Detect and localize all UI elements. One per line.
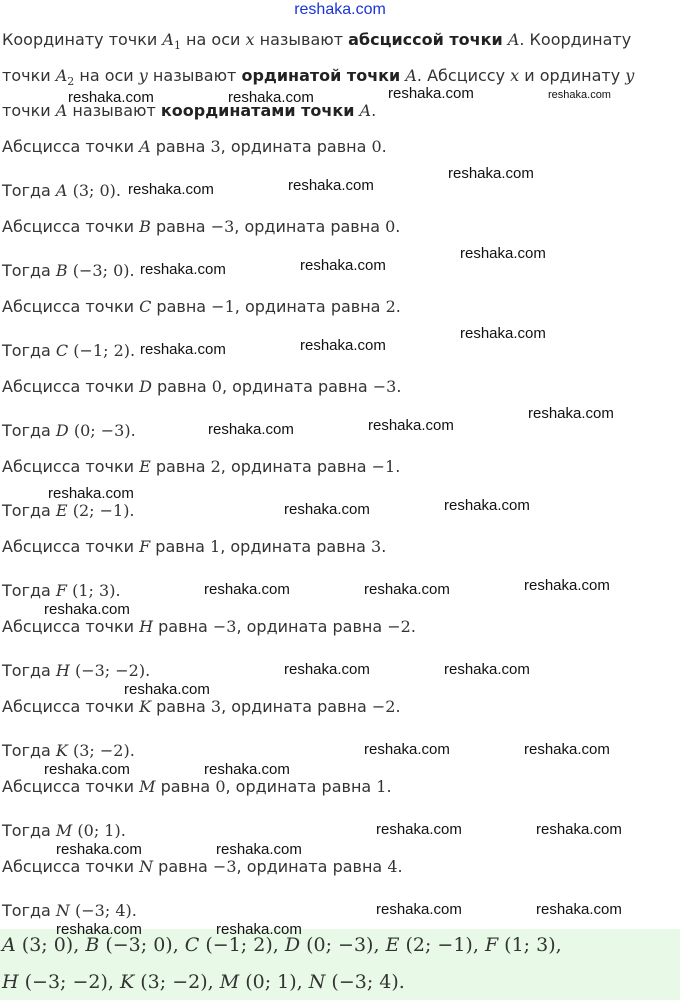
abscissa-line-B: Абсцисса точки B равна −3, ордината равна 0. — [2, 217, 401, 236]
ordinate-value: 1 — [376, 777, 387, 796]
watermark-text: reshaka.com — [124, 681, 210, 698]
then-label: Тогда — [2, 421, 56, 440]
abscissa-label: Абсцисса точки — [2, 537, 140, 556]
answer-point-name: B — [85, 934, 100, 956]
ordinate-value: 0 — [385, 217, 396, 236]
equals-label: равна — [153, 617, 213, 636]
watermark-text: reshaka.com — [56, 921, 142, 938]
equals-label: равна — [153, 857, 213, 876]
watermark-text: reshaka.com — [364, 741, 450, 758]
term-abscissa: абсциссой точки — [348, 30, 503, 49]
answer-point-coords: (3; 0), — [21, 934, 80, 956]
watermark-text: reshaka.com — [448, 165, 534, 182]
point-coords: (−3; −2). — [74, 661, 151, 680]
watermark-text: reshaka.com — [364, 581, 450, 598]
then-label: Тогда — [2, 741, 56, 760]
ordinate-value: −3 — [372, 377, 397, 396]
answer-point-coords: (−3; 4). — [331, 971, 405, 993]
watermark-text: reshaka.com — [460, 325, 546, 342]
point-name: C — [55, 341, 69, 360]
watermark-text: reshaka.com — [228, 89, 314, 106]
point-name: A — [139, 137, 151, 156]
watermark-text: reshaka.com — [208, 421, 294, 438]
abscissa-line-F: Абсцисса точки F равна 1, ордината равна 3. — [2, 537, 387, 556]
abscissa-line-K: Абсцисса точки K равна 3, ордината равна −2. — [2, 697, 401, 716]
point-coords: (−3; 4). — [75, 901, 137, 920]
then-line-D — [2, 420, 672, 442]
ordinate-label: , ордината равна — [221, 377, 373, 396]
abscissa-value: −3 — [212, 857, 237, 876]
header-watermark[interactable]: reshaka.com — [294, 1, 386, 18]
abscissa-line-C: Абсцисса точки C равна −1, ордината равна 2. — [2, 297, 401, 316]
point-name: H — [139, 617, 154, 636]
watermark-text: reshaka.com — [388, 85, 474, 102]
point-name: H — [55, 661, 70, 680]
point-coords: (3; 0). — [72, 181, 121, 200]
ordinate-label: , ордината равна — [220, 457, 372, 476]
answer-point-coords: (2; −1), — [405, 934, 479, 956]
point-coords: (2; −1). — [72, 501, 135, 520]
answer-point-name: C — [184, 934, 200, 956]
point-name: E — [139, 457, 151, 476]
abscissa-label: Абсцисса точки — [2, 457, 140, 476]
watermark-text: reshaka.com — [300, 257, 386, 274]
watermark-text: reshaka.com — [536, 821, 622, 838]
then-label: Тогда — [2, 821, 56, 840]
then-label: Тогда — [2, 261, 56, 280]
abscissa-line-E: Абсцисса точки E равна 2, ордината равна −1. — [2, 457, 401, 476]
watermark-text: reshaka.com — [536, 901, 622, 918]
ordinate-value: −2 — [387, 617, 411, 636]
abscissa-value: 1 — [210, 537, 221, 556]
ordinate-label: , ордината равна — [236, 857, 388, 876]
watermark-text: reshaka.com — [48, 485, 134, 502]
equals-label: равна — [150, 217, 211, 236]
point-name: B — [139, 217, 151, 236]
watermark-text: reshaka.com — [204, 581, 290, 598]
point-coords: (3; −2). — [72, 741, 135, 760]
point-name: F — [139, 537, 151, 556]
watermark-text: reshaka.com — [204, 761, 290, 778]
watermark-text: reshaka.com — [128, 181, 214, 198]
answer-point-coords: (1; 3), — [504, 934, 562, 956]
answer-point-name: H — [2, 971, 19, 993]
answer-point-name: D — [284, 934, 301, 956]
abscissa-line-D: Абсцисса точки D равна 0, ордината равна −3. — [2, 377, 402, 396]
point-name: B — [55, 261, 68, 280]
answer-point-coords: (0; 1), — [245, 971, 303, 993]
abscissa-label: Абсцисса точки — [2, 217, 140, 236]
abscissa-value: 0 — [215, 777, 226, 796]
abscissa-line-A: Абсцисса точки A равна 3, ордината равна 0. — [2, 137, 387, 156]
watermark-text: reshaka.com — [284, 661, 370, 678]
watermark-text: reshaka.com — [300, 337, 386, 354]
point-name: E — [55, 501, 68, 520]
ordinate-value: 4 — [387, 857, 398, 876]
abscissa-label: Абсцисса точки — [2, 617, 140, 636]
watermark-text: reshaka.com — [140, 341, 226, 358]
abscissa-value: 3 — [210, 697, 222, 716]
answer-point-coords: (0; −3), — [306, 934, 380, 956]
watermark-text: reshaka.com — [56, 841, 142, 858]
abscissa-label: Абсцисса точки — [2, 297, 140, 316]
watermark-text: reshaka.com — [44, 761, 130, 778]
abscissa-value: −1 — [211, 297, 235, 316]
answer-point-name: M — [219, 971, 240, 993]
ordinate-label: , ордината равна — [220, 137, 372, 156]
equals-label: равна — [151, 697, 211, 716]
then-label: Тогда — [2, 661, 56, 680]
abscissa-value: −3 — [212, 617, 237, 636]
answer-point-coords: (−1; 2), — [205, 934, 279, 956]
point-coords: (0; −3). — [73, 421, 136, 440]
watermark-text: reshaka.com — [524, 577, 610, 594]
abscissa-label: Абсцисса точки — [2, 137, 140, 156]
answer-point-name: K — [120, 971, 135, 993]
then-label: Тогда — [2, 341, 56, 360]
ordinate-label: , ордината равна — [220, 537, 372, 556]
watermark-text: reshaka.com — [444, 661, 530, 678]
answer-point-name: A — [2, 934, 16, 956]
watermark-text: reshaka.com — [376, 821, 462, 838]
point-coords: (−1; 2). — [73, 341, 136, 360]
abscissa-line-H: Абсцисса точки H равна −3, ордината равна −2. — [2, 617, 416, 636]
answer-point-name: N — [308, 971, 326, 993]
abscissa-line-M: Абсцисса точки M равна 0, ордината равна 1. — [2, 777, 392, 796]
answer-point-coords: (3; −2), — [140, 971, 214, 993]
intro-line-2: точки $A_2$ на оси y называют ординатой точки A. Абсциссу x и ординату y — [2, 66, 635, 89]
abscissa-value: 3 — [210, 137, 221, 156]
point-coords: (1; 3). — [72, 581, 121, 600]
ordinate-label: , ордината равна — [234, 297, 386, 316]
point-name: K — [139, 697, 152, 716]
point-name: K — [55, 741, 68, 760]
intro-line-3: точки A называют координатами точки A. — [2, 101, 377, 120]
watermark-text: reshaka.com — [284, 501, 370, 518]
answer-row-2 — [2, 971, 405, 993]
point-name: F — [55, 581, 68, 600]
ordinate-value: −1 — [371, 457, 396, 476]
watermark-text: reshaka.com — [288, 177, 374, 194]
equals-label: равна — [151, 377, 212, 396]
term-coordinates: координатами точки — [160, 101, 355, 120]
then-label: Тогда — [2, 501, 56, 520]
ordinate-label: , ордината равна — [234, 217, 386, 236]
abscissa-label: Абсцисса точки — [2, 377, 140, 396]
answer-point-name: E — [385, 934, 400, 956]
equals-label: равна — [155, 777, 216, 796]
watermark-text: reshaka.com — [444, 497, 530, 514]
point-name: M — [55, 821, 73, 840]
watermark-text: reshaka.com — [140, 261, 226, 278]
answer-box — [0, 929, 680, 1000]
abscissa-value: −3 — [210, 217, 235, 236]
abscissa-value: 2 — [210, 457, 221, 476]
point-coords: (0; 1). — [77, 821, 126, 840]
point-name: A — [55, 181, 68, 200]
ordinate-value: 0 — [371, 137, 382, 156]
point-name: D — [139, 377, 152, 396]
abscissa-label: Абсцисса точки — [2, 777, 140, 796]
intro-line-1: Координату точки $A_1$ на оси x называют абсциссой точки A. Координату — [2, 30, 632, 53]
watermark-text: reshaka.com — [368, 417, 454, 434]
point-name: N — [55, 901, 70, 920]
point-name: C — [139, 297, 152, 316]
watermark-text: reshaka.com — [68, 89, 154, 106]
point-name: N — [139, 857, 154, 876]
then-label: Тогда — [2, 181, 56, 200]
watermark-text: reshaka.com — [216, 921, 302, 938]
abscissa-label: Абсцисса точки — [2, 857, 140, 876]
term-ordinate: ординатой точки — [241, 66, 401, 85]
ordinate-value: 2 — [385, 297, 396, 316]
answer-point-coords: (−3; −2), — [24, 971, 114, 993]
watermark-text: reshaka.com — [44, 601, 130, 618]
point-coords: (−3; 0). — [72, 261, 135, 280]
equals-label: равна — [150, 457, 211, 476]
ordinate-label: , ордината равна — [225, 777, 377, 796]
abscissa-label: Абсцисса точки — [2, 697, 140, 716]
point-name: D — [55, 421, 69, 440]
watermark-text: reshaka.com — [528, 405, 614, 422]
equals-label: равна — [150, 537, 211, 556]
watermark-text: reshaka.com — [376, 901, 462, 918]
then-label: Тогда — [2, 901, 56, 920]
watermark-text: reshaka.com — [460, 245, 546, 262]
abscissa-line-N: Абсцисса точки N равна −3, ордината равна 4. — [2, 857, 403, 876]
equals-label: равна — [150, 137, 211, 156]
equals-label: равна — [151, 297, 212, 316]
ordinate-value: 3 — [371, 537, 382, 556]
watermark-text: reshaka.com — [548, 89, 611, 101]
ordinate-label: , ордината равна — [221, 697, 372, 716]
ordinate-value: −2 — [371, 697, 396, 716]
watermark-text: reshaka.com — [524, 741, 610, 758]
point-name: M — [139, 777, 156, 796]
ordinate-label: , ордината равна — [236, 617, 388, 636]
watermark-text: reshaka.com — [216, 841, 302, 858]
answer-point-coords: (−3; 0), — [105, 934, 179, 956]
abscissa-value: 0 — [211, 377, 222, 396]
then-label: Тогда — [2, 581, 56, 600]
answer-point-name: F — [484, 934, 499, 956]
